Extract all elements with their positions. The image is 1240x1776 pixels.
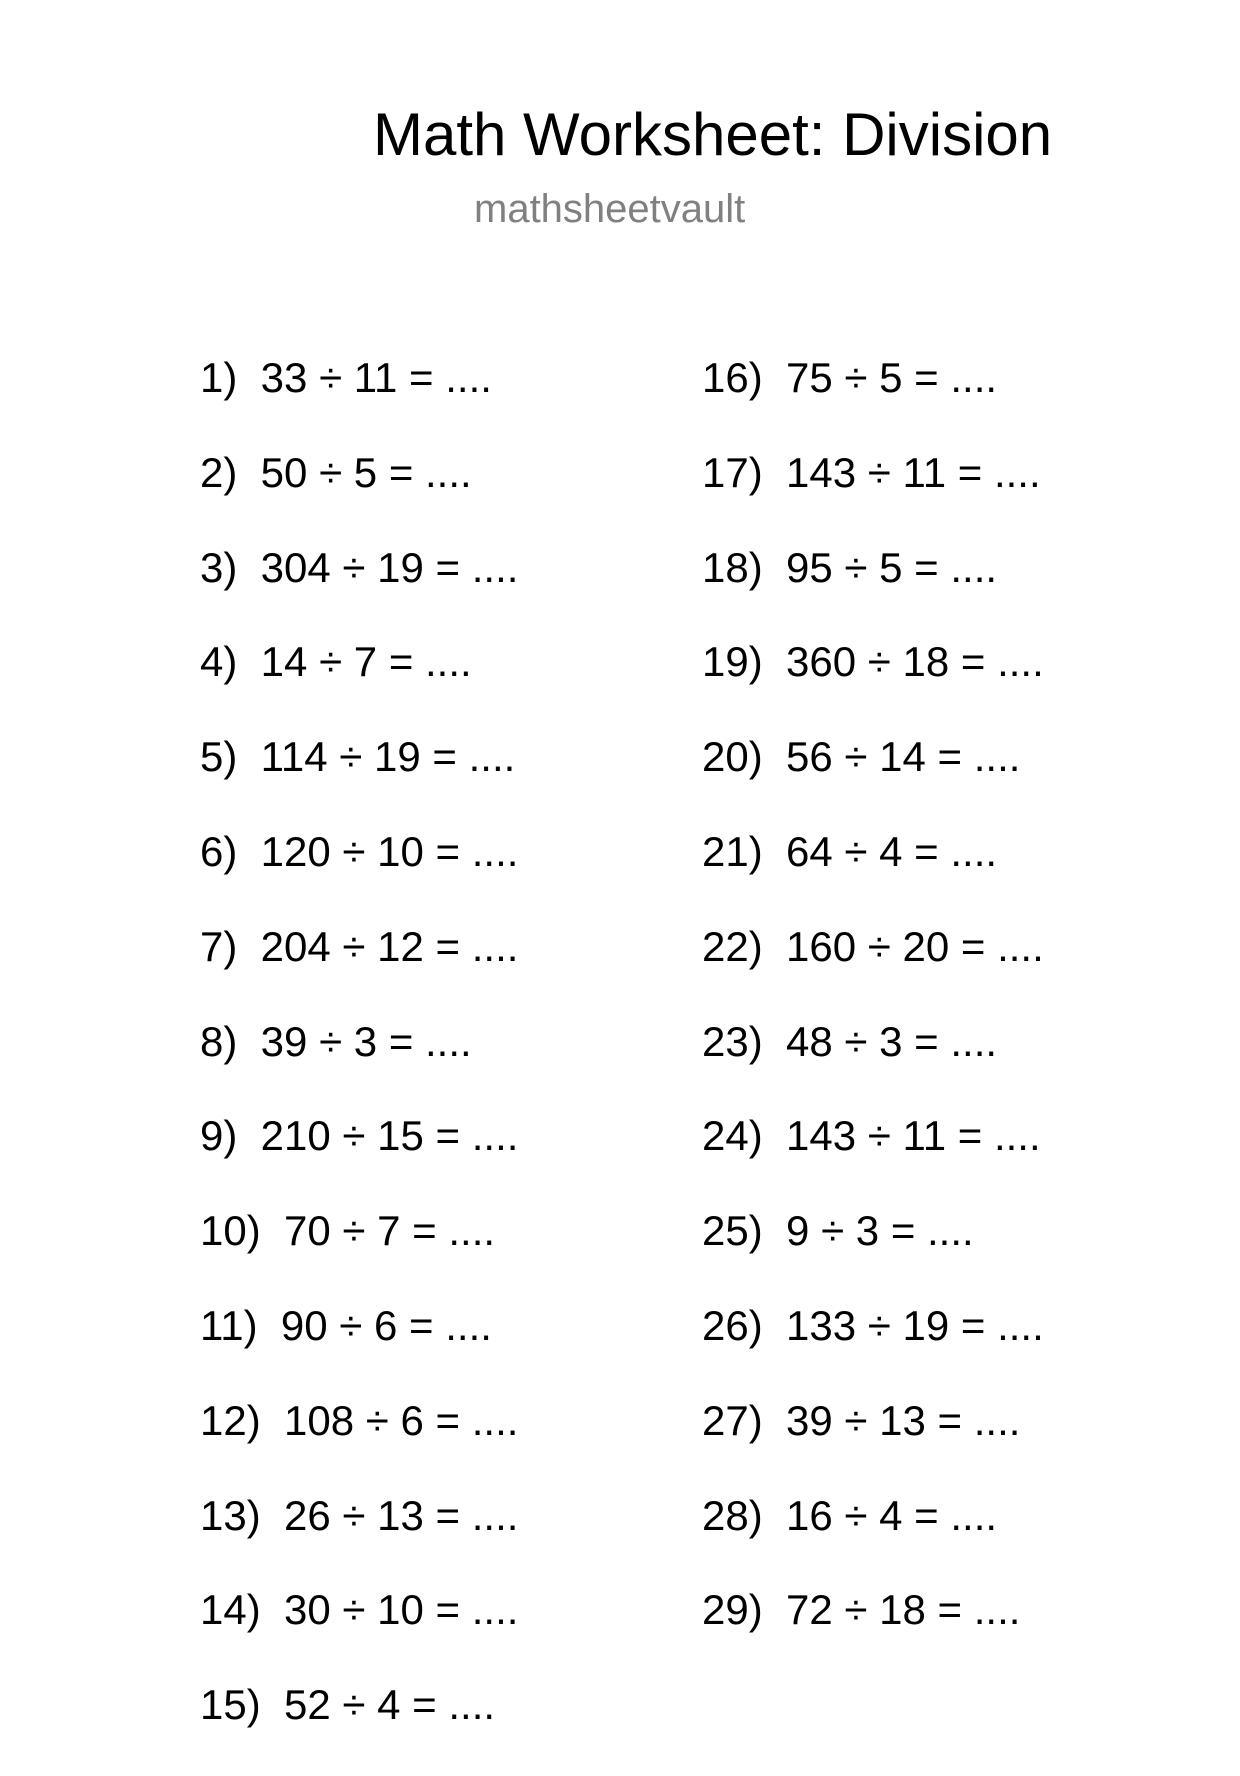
problem: 8) 39 ÷ 3 = .... bbox=[200, 1017, 472, 1065]
problem: 9) 210 ÷ 15 = .... bbox=[200, 1112, 519, 1160]
problems-right-column bbox=[702, 354, 1044, 1681]
problem: 24) 143 ÷ 11 = .... bbox=[702, 1112, 1041, 1160]
problem: 23) 48 ÷ 3 = .... bbox=[702, 1017, 998, 1065]
problem: 14) 30 ÷ 10 = .... bbox=[200, 1586, 519, 1634]
problem: 2) 50 ÷ 5 = .... bbox=[200, 448, 472, 496]
problem: 16) 75 ÷ 5 = .... bbox=[702, 354, 998, 401]
problem: 11) 90 ÷ 6 = .... bbox=[200, 1301, 492, 1349]
problem: 5) 114 ÷ 19 = .... bbox=[200, 733, 516, 781]
worksheet-title: Math Worksheet: Division bbox=[373, 101, 1053, 168]
problem: 4) 14 ÷ 7 = .... bbox=[200, 638, 472, 686]
problem: 19) 360 ÷ 18 = .... bbox=[702, 638, 1044, 686]
problem: 1) 33 ÷ 11 = .... bbox=[200, 354, 492, 401]
problem: 29) 72 ÷ 18 = .... bbox=[702, 1586, 1021, 1634]
problem: 10) 70 ÷ 7 = .... bbox=[200, 1207, 496, 1255]
problem: 28) 16 ÷ 4 = .... bbox=[702, 1491, 998, 1539]
problem: 15) 52 ÷ 4 = .... bbox=[200, 1681, 496, 1729]
problem: 12) 108 ÷ 6 = .... bbox=[200, 1396, 519, 1444]
problems-left-column bbox=[200, 354, 518, 1776]
problem: 20) 56 ÷ 14 = .... bbox=[702, 733, 1021, 781]
problem: 6) 120 ÷ 10 = .... bbox=[200, 827, 519, 875]
problem: 22) 160 ÷ 20 = .... bbox=[702, 922, 1044, 970]
problem: 3) 304 ÷ 19 = .... bbox=[200, 543, 519, 591]
problem: 27) 39 ÷ 13 = .... bbox=[702, 1396, 1021, 1444]
problem: 17) 143 ÷ 11 = .... bbox=[702, 448, 1041, 496]
worksheet-subtitle: mathsheetvault bbox=[474, 187, 746, 231]
problem: 18) 95 ÷ 5 = .... bbox=[702, 543, 998, 591]
problem: 25) 9 ÷ 3 = .... bbox=[702, 1207, 974, 1255]
problem: 21) 64 ÷ 4 = .... bbox=[702, 827, 998, 875]
problem: 26) 133 ÷ 19 = .... bbox=[702, 1301, 1044, 1349]
problem: 7) 204 ÷ 12 = .... bbox=[200, 922, 519, 970]
problem: 13) 26 ÷ 13 = .... bbox=[200, 1491, 519, 1539]
